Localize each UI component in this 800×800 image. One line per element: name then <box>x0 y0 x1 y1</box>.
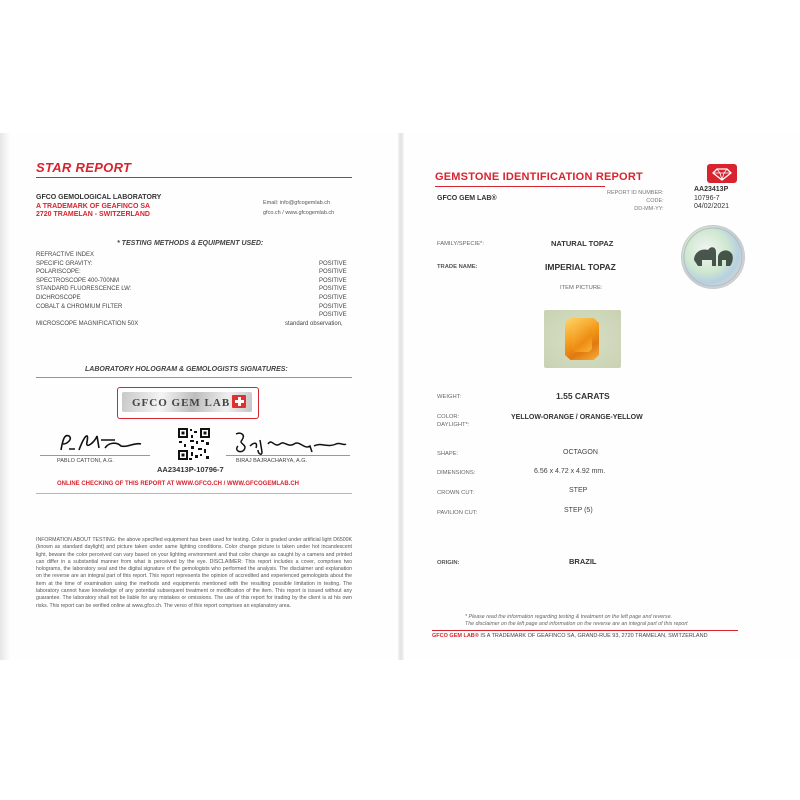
test-result <box>319 251 347 260</box>
item-picture-label: ITEM PICTURE: <box>560 285 603 291</box>
online-check-text: ONLINE CHECKING OF THIS REPORT AT WWW.GFCO.CH / WWW.GFCOGEMLAB.CH <box>57 481 299 487</box>
qr-code-icon <box>177 427 211 461</box>
testing-info-disclaimer: INFORMATION ABOUT TESTING: the above specified equipment has been used for testing. Color is graded under artificial light D6500K (known as standard daylight) and picture taken under same lighting conditions. Color change picture is taken under hot incandescent light, beware the color perceived can vary based on your lighting environment and that color change as caught by a camera and printed can differ in a substantial manner from what is perceived by the eye. DISCLAIMER: This report includes a cover, comprises two holograms, the laboratory seal and the digital signature of the gemologists who performed the analysis. The disclaimer and explanation on the reverse are an integral part of this report. This report represents the opinion of accredited and experienced gemologists about the item at the time of examination using the methods and equipments mentioned with the resulting possible limitation in testing. The laboratory cannot have knowledge of any potential subsequent treatment or modification of the item. This report is issued without any guarantee. The laboratory shall not be liable for any mistakes or omissions. The use of this report for trading by the client is at his own risks. This report can be verified online at www.gfco.ch. The verso of this report comprises an explanatory area. <box>36 537 352 609</box>
signature-line-2 <box>226 455 350 456</box>
microscope-value: standard observation, <box>285 320 343 327</box>
gem-title-underline <box>435 186 605 187</box>
code-label: CODE: <box>646 198 664 204</box>
test-result: POSITIVE <box>319 303 347 310</box>
shape-label: SHAPE: <box>437 451 459 457</box>
family-label: FAMILY/SPECIE*: <box>437 241 484 247</box>
test-name: COBALT & CHROMIUM FILTER <box>36 303 123 310</box>
star-report-title: STAR REPORT <box>36 160 132 175</box>
hologram-heading: LABORATORY HOLOGRAM & GEMOLOGISTS SIGNATURES: <box>85 366 288 373</box>
lab-address: 2720 TRAMELAN - SWITZERLAND <box>36 211 150 218</box>
footer-trademark <box>432 633 708 639</box>
date-value: 04/02/2021 <box>694 203 730 211</box>
test-name: POLARISCOPE: <box>36 269 81 276</box>
report-id-value: AA23413P <box>694 186 729 193</box>
page-shadow <box>0 133 10 660</box>
test-name: SPECIFIC GRAVITY: <box>36 260 93 267</box>
note-disclaimer: The disclaimer on the left page and information on the reverse are an integral part of this report <box>465 621 688 627</box>
signature-bajracharya <box>228 428 348 456</box>
report-id-label: REPORT ID NUMBER: <box>607 190 664 196</box>
color-label: COLOR: <box>437 414 460 420</box>
trade-name-label: TRADE NAME: <box>437 264 478 270</box>
test-result: POSITIVE <box>319 286 347 293</box>
trade-name-value: IMPERIAL TOPAZ <box>545 262 616 272</box>
test-result: POSITIVE <box>319 277 347 284</box>
test-result: POSITIVE <box>319 260 347 267</box>
lab-trademark: A TRADEMARK OF GEAFINCO SA <box>36 202 151 210</box>
shape-value: OCTAGON <box>563 449 598 456</box>
dimensions-value: 6.56 x 4.72 x 4.92 mm. <box>534 468 606 475</box>
family-value: NATURAL TOPAZ <box>551 239 614 248</box>
lab-address-block <box>36 194 161 220</box>
footer-brand: GFCO GEM LAB® <box>432 633 479 639</box>
topaz-gem-icon <box>565 318 599 360</box>
gem-emblem-icon <box>707 164 737 183</box>
tests-list <box>36 251 138 328</box>
test-name: SPECTROSCOPE 400-700NM <box>36 277 120 284</box>
test-name <box>36 311 138 320</box>
pavilion-cut-value: STEP (5) <box>564 507 593 514</box>
crown-cut-label: CROWN CUT: <box>437 490 475 496</box>
contact-block <box>263 198 334 218</box>
testing-heading: * TESTING METHODS & EQUIPMENT USED: <box>117 240 264 247</box>
title-underline <box>36 177 352 178</box>
weight-value: 1.55 CARATS <box>556 391 610 401</box>
lab-hologram <box>117 387 259 419</box>
origin-label: ORIGIN: <box>437 560 460 566</box>
swiss-cross-icon <box>232 395 246 408</box>
hologram-divider <box>36 377 352 378</box>
report-meta-labels <box>607 189 664 213</box>
hologram-strip <box>122 392 252 412</box>
code-value: 10796-7 <box>694 194 720 202</box>
origin-value: BRAZIL <box>569 557 597 566</box>
gem-report-title: GEMSTONE IDENTIFICATION REPORT <box>435 171 643 183</box>
color-value: YELLOW-ORANGE / ORANGE-YELLOW <box>511 414 643 421</box>
security-hologram <box>681 225 745 289</box>
dimensions-label: DIMENSIONS: <box>437 470 476 476</box>
pavilion-cut-label: PAVILION CUT: <box>437 510 478 516</box>
test-result: POSITIVE <box>319 294 347 301</box>
lab-logo-icon <box>707 164 737 183</box>
weight-label: WEIGHT: <box>437 394 462 400</box>
note-reading: * Please read the information regarding testing & treatment on the left page and reverse. <box>465 614 672 620</box>
daylight-label: DAYLIGHT*: <box>437 422 470 428</box>
test-name: DICHROSCOPE <box>36 294 81 301</box>
signer-bajracharya: BIRAJ BAJRACHARYA, A.G. <box>236 458 308 464</box>
test-result: POSITIVE <box>319 269 347 276</box>
signature-cattoni <box>55 430 145 456</box>
microscope-label: MICROSCOPE MAGNIFICATION 50X <box>36 320 139 327</box>
report-meta-values <box>694 186 729 212</box>
page-fold <box>398 133 404 660</box>
hologram-text: GFCO GEM LAB <box>132 397 231 409</box>
report-reference: AA23413P-10796-7 <box>157 465 224 474</box>
brand-label: GFCO GEM LAB® <box>437 195 497 202</box>
footer-text: IS A TRADEMARK OF GEAFINCO SA, GRAND-RUE 93, 2720 TRAMELAN, SWITZERLAND <box>478 633 708 639</box>
signature-line-1 <box>40 455 150 456</box>
crown-cut-value: STEP <box>569 487 588 494</box>
website-text: gfco.ch / www.gfcogemlab.ch <box>263 210 335 216</box>
test-name: REFRACTIVE INDEX <box>36 252 95 258</box>
test-result: POSITIVE <box>319 312 347 319</box>
date-label: DD-MM-YY: <box>634 206 664 212</box>
lab-name: GFCO GEMOLOGICAL LABORATORY <box>36 194 162 201</box>
footer-divider <box>432 630 738 631</box>
test-name: STANDARD FLUORESCENCE LW: <box>36 286 132 293</box>
online-divider <box>36 493 352 494</box>
gem-picture <box>544 310 621 368</box>
email-text: Email: info@gfcogemlab.ch <box>263 200 331 206</box>
elephant-hologram-icon <box>682 226 744 288</box>
signer-cattoni: PABLO CATTONI, A.G. <box>57 458 114 464</box>
test-results <box>285 251 347 328</box>
